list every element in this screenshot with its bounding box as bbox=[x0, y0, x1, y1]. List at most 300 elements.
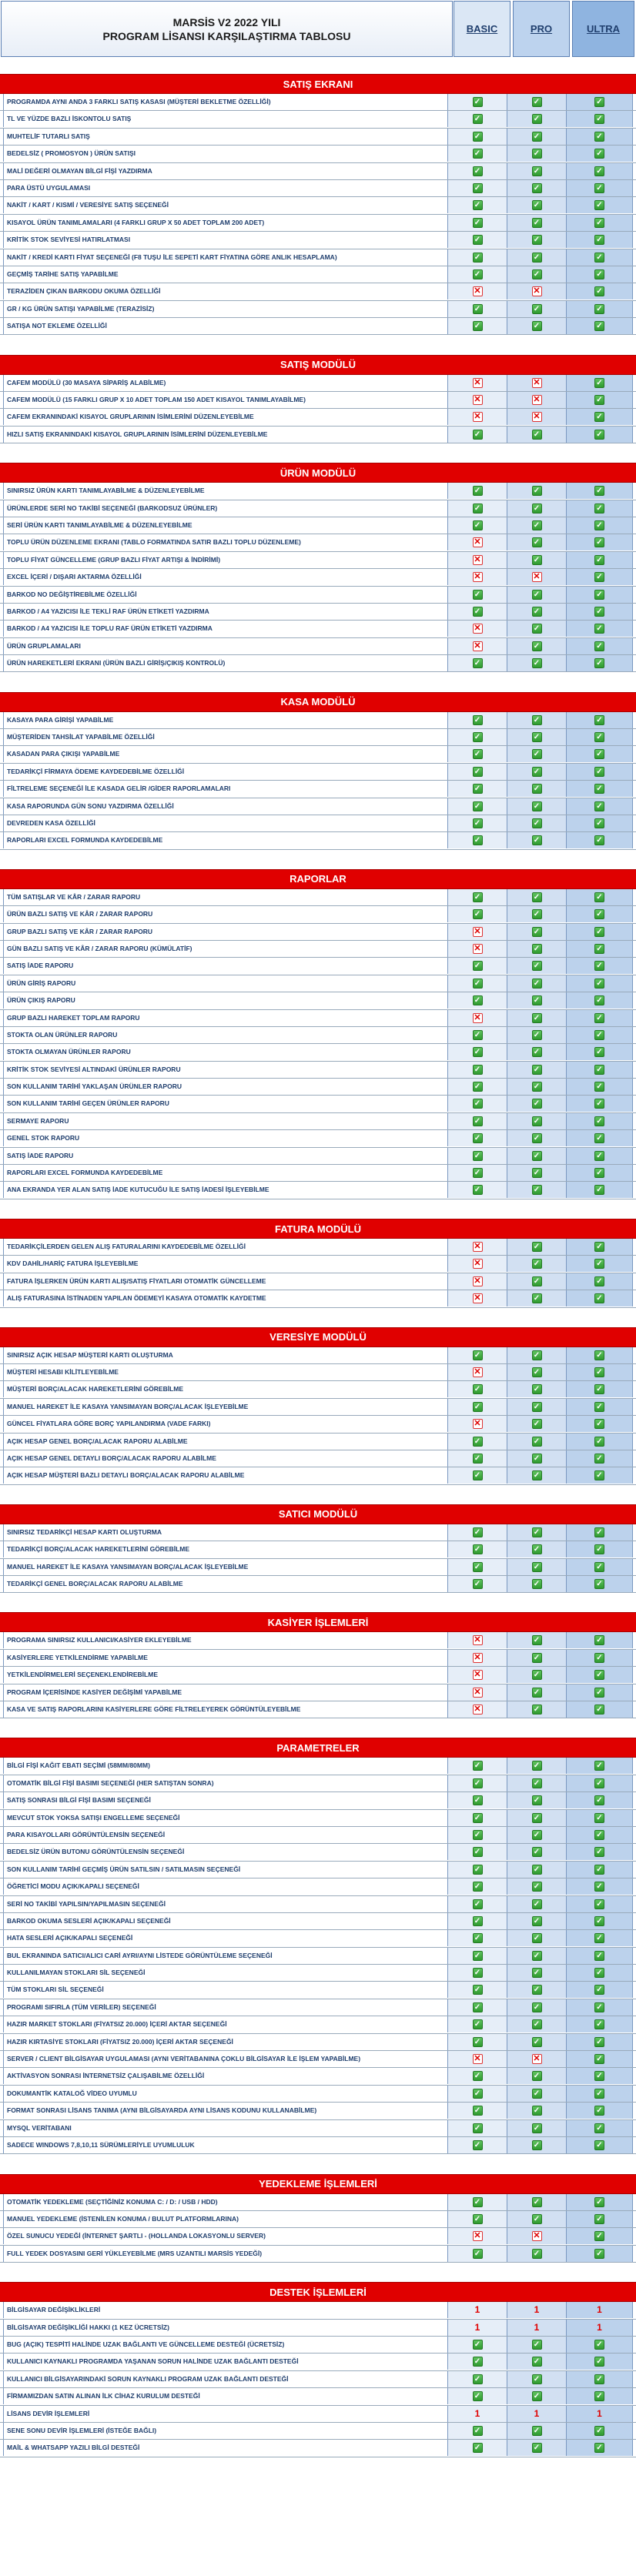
cell-pro bbox=[507, 483, 567, 499]
check-icon: ✓ bbox=[532, 767, 542, 777]
cell-basic bbox=[448, 392, 507, 408]
cell-basic bbox=[448, 638, 507, 654]
table-row bbox=[0, 2120, 636, 2137]
check-icon: ✓ bbox=[594, 995, 604, 1005]
cell-pro bbox=[507, 146, 567, 162]
cell-ultra bbox=[567, 1044, 633, 1060]
table-row bbox=[0, 1256, 636, 1273]
cross-icon: ✕ bbox=[474, 1704, 481, 1714]
feature-label: OTOMATİK YEDEKLEME (SEÇTİĞİNİZ KONUMA C: / D: / USB / HDD) bbox=[3, 2194, 448, 2210]
check-icon: ✓ bbox=[473, 1761, 483, 1771]
cell-ultra bbox=[567, 1399, 633, 1415]
check-icon: ✓ bbox=[532, 114, 542, 124]
table-row bbox=[0, 781, 636, 798]
check-icon: ✓ bbox=[594, 520, 604, 530]
cell-basic bbox=[448, 1896, 507, 1912]
check-icon: ✓ bbox=[532, 1419, 542, 1429]
cell-pro bbox=[507, 1044, 567, 1060]
check-icon: ✓ bbox=[532, 2123, 542, 2133]
check-icon: ✓ bbox=[594, 1579, 604, 1589]
cell-pro bbox=[507, 2423, 567, 2439]
section-title: VERESİYE MODÜLÜ bbox=[0, 1327, 636, 1347]
check-icon: ✓ bbox=[594, 1168, 604, 1178]
table-row bbox=[0, 2246, 636, 2263]
check-icon: ✓ bbox=[532, 1916, 542, 1926]
section-0 bbox=[0, 74, 636, 335]
table-row bbox=[0, 2406, 636, 2423]
cell-ultra bbox=[567, 301, 633, 317]
table-row bbox=[0, 712, 636, 729]
count-value: 1 bbox=[534, 2407, 540, 2419]
check-icon: ✓ bbox=[532, 1899, 542, 1909]
cell-basic bbox=[448, 1982, 507, 1998]
check-icon: ✓ bbox=[594, 395, 604, 405]
check-icon: ✓ bbox=[473, 2357, 483, 2367]
cell-pro bbox=[507, 197, 567, 213]
check-icon: ✓ bbox=[532, 1562, 542, 1572]
cell-pro bbox=[507, 1965, 567, 1981]
cell-ultra bbox=[567, 1650, 633, 1666]
check-icon: ✓ bbox=[532, 732, 542, 742]
count-value: 1 bbox=[474, 2321, 480, 2333]
feature-label: KULLANILMAYAN STOKLARI SİL SEÇENEĞİ bbox=[3, 1965, 448, 1981]
check-icon: ✓ bbox=[594, 624, 604, 634]
cross-icon: ✕ bbox=[474, 943, 481, 953]
check-icon: ✓ bbox=[473, 430, 483, 440]
cell-pro bbox=[507, 2103, 567, 2119]
cell-pro bbox=[507, 1878, 567, 1895]
check-icon: ✓ bbox=[594, 1293, 604, 1303]
cell-basic bbox=[448, 1827, 507, 1843]
feature-label: KASA RAPORUNDA GÜN SONU YAZDIRMA ÖZELLİĞİ bbox=[3, 798, 448, 815]
check-icon: ✓ bbox=[594, 2071, 604, 2081]
cell-pro bbox=[507, 1684, 567, 1701]
cell-pro bbox=[507, 1948, 567, 1964]
cell-basic bbox=[448, 1775, 507, 1791]
cell-pro bbox=[507, 2302, 567, 2318]
check-icon: ✓ bbox=[473, 1116, 483, 1126]
check-icon: ✓ bbox=[532, 132, 542, 142]
section-7 bbox=[0, 1504, 636, 1594]
cell-ultra bbox=[567, 1467, 633, 1484]
cell-ultra bbox=[567, 1559, 633, 1575]
cell-ultra bbox=[567, 1079, 633, 1095]
cell-pro bbox=[507, 1792, 567, 1808]
check-icon: ✓ bbox=[473, 1544, 483, 1554]
cell-basic bbox=[448, 1182, 507, 1198]
table-row bbox=[0, 2440, 636, 2457]
check-icon: ✓ bbox=[532, 1688, 542, 1698]
check-icon: ✓ bbox=[532, 1778, 542, 1788]
cell-basic bbox=[448, 1148, 507, 1164]
check-icon: ✓ bbox=[473, 1082, 483, 1092]
feature-label: KRİTİK STOK SEVİYESİ HATIRLATMASI bbox=[3, 232, 448, 248]
table-row bbox=[0, 1434, 636, 1450]
check-icon: ✓ bbox=[532, 520, 542, 530]
feature-label: SADECE WINDOWS 7,8,10,11 SÜRÜMLERİYLE UYUMLULUK bbox=[3, 2137, 448, 2153]
cell-ultra bbox=[567, 1844, 633, 1860]
check-icon: ✓ bbox=[594, 1367, 604, 1377]
check-icon: ✓ bbox=[532, 304, 542, 314]
check-icon: ✓ bbox=[532, 1047, 542, 1057]
cell-pro bbox=[507, 1982, 567, 1998]
table-row bbox=[0, 2068, 636, 2085]
cell-pro bbox=[507, 569, 567, 585]
check-icon: ✓ bbox=[473, 2249, 483, 2259]
cell-ultra bbox=[567, 2440, 633, 2456]
cell-basic bbox=[448, 1965, 507, 1981]
check-icon: ✓ bbox=[473, 1185, 483, 1195]
cell-basic bbox=[448, 1559, 507, 1575]
cell-pro bbox=[507, 1758, 567, 1774]
cross-icon: ✕ bbox=[474, 537, 481, 547]
feature-label: GENEL STOK RAPORU bbox=[3, 1130, 448, 1146]
cell-pro bbox=[507, 2320, 567, 2336]
cell-basic bbox=[448, 2103, 507, 2119]
cell-basic bbox=[448, 2051, 507, 2067]
cross-icon: ✕ bbox=[533, 572, 541, 582]
check-icon: ✓ bbox=[532, 1951, 542, 1961]
feature-label: RAPORLARI EXCEL FORMUNDA KAYDEDEBİLME bbox=[3, 1165, 448, 1181]
check-icon: ✓ bbox=[473, 1133, 483, 1143]
check-icon: ✓ bbox=[473, 767, 483, 777]
check-icon: ✓ bbox=[473, 2374, 483, 2384]
feature-label: ÜRÜNLERDE SERİ NO TAKİBİ SEÇENEĞİ (BARKODSUZ ÜRÜNLER) bbox=[3, 500, 448, 517]
cell-pro bbox=[507, 180, 567, 196]
feature-label: TEDARİKÇİ FİRMAYA ÖDEME KAYDEDEBİLME ÖZELLİĞİ bbox=[3, 764, 448, 780]
table-row bbox=[0, 1982, 636, 1999]
check-icon: ✓ bbox=[473, 97, 483, 107]
table-row bbox=[0, 1758, 636, 1775]
feature-label: TL VE YÜZDE BAZLI İSKONTOLU SATIŞ bbox=[3, 111, 448, 127]
check-icon: ✓ bbox=[594, 1116, 604, 1126]
feature-label: TOPLU FİYAT GÜNCELLEME (GRUP BAZLI FİYAT ARTIŞI & İNDİRİMİ) bbox=[3, 552, 448, 568]
check-icon: ✓ bbox=[473, 1350, 483, 1360]
section-title: YEDEKLEME İŞLEMLERİ bbox=[0, 2174, 636, 2194]
cell-ultra bbox=[567, 1290, 633, 1306]
table-row bbox=[0, 1576, 636, 1593]
cell-basic bbox=[448, 301, 507, 317]
check-icon: ✓ bbox=[532, 2249, 542, 2259]
cell-basic bbox=[448, 781, 507, 797]
cross-icon: ✕ bbox=[533, 394, 541, 404]
feature-label: AÇIK HESAP MÜŞTERİ BAZLI DETAYLI BORÇ/ALACAK RAPORU ALABİLME bbox=[3, 1467, 448, 1484]
cell-basic bbox=[448, 111, 507, 127]
cell-ultra bbox=[567, 1878, 633, 1895]
cell-basic bbox=[448, 483, 507, 499]
cell-pro bbox=[507, 1810, 567, 1826]
feature-label: MALİ DEĞERİ OLMAYAN BİLGİ FİŞİ YAZDIRMA bbox=[3, 163, 448, 179]
cell-ultra bbox=[567, 1434, 633, 1450]
cell-ultra bbox=[567, 1148, 633, 1164]
cell-basic bbox=[448, 1381, 507, 1397]
check-icon: ✓ bbox=[594, 286, 604, 296]
cell-pro bbox=[507, 392, 567, 408]
cell-basic bbox=[448, 2406, 507, 2422]
cell-pro bbox=[507, 604, 567, 620]
cell-ultra bbox=[567, 1113, 633, 1129]
cell-ultra bbox=[567, 375, 633, 391]
cell-ultra bbox=[567, 2423, 633, 2439]
check-icon: ✓ bbox=[594, 2037, 604, 2047]
check-icon: ✓ bbox=[473, 486, 483, 496]
check-icon: ✓ bbox=[532, 1454, 542, 1464]
check-icon: ✓ bbox=[594, 1670, 604, 1680]
check-icon: ✓ bbox=[594, 1350, 604, 1360]
cross-icon: ✕ bbox=[474, 1242, 481, 1251]
check-icon: ✓ bbox=[473, 1865, 483, 1875]
cross-icon: ✕ bbox=[474, 286, 481, 296]
table-row bbox=[0, 2371, 636, 2388]
cell-ultra bbox=[567, 517, 633, 534]
check-icon: ✓ bbox=[532, 253, 542, 263]
check-icon: ✓ bbox=[473, 2037, 483, 2047]
check-icon: ✓ bbox=[594, 1047, 604, 1057]
cell-ultra bbox=[567, 1165, 633, 1181]
table-row bbox=[0, 1844, 636, 1861]
check-icon: ✓ bbox=[473, 1882, 483, 1892]
check-icon: ✓ bbox=[473, 2089, 483, 2099]
check-icon: ✓ bbox=[594, 537, 604, 547]
cell-pro bbox=[507, 111, 567, 127]
table-row bbox=[0, 764, 636, 781]
feature-label: KASA VE SATIŞ RAPORLARINI KASİYERLERE GÖRE FİLTRELEYEREK GÖRÜNTÜLEYEBİLME bbox=[3, 1701, 448, 1718]
check-icon: ✓ bbox=[473, 1830, 483, 1840]
check-icon: ✓ bbox=[594, 572, 604, 582]
check-icon: ✓ bbox=[594, 909, 604, 919]
check-icon: ✓ bbox=[594, 1437, 604, 1447]
feature-label: TÜM STOKLARI SİL SEÇENEĞİ bbox=[3, 1982, 448, 1998]
cell-pro bbox=[507, 764, 567, 780]
table-row bbox=[0, 975, 636, 992]
table-row bbox=[0, 1701, 636, 1718]
check-icon: ✓ bbox=[594, 2249, 604, 2259]
table-row bbox=[0, 2211, 636, 2228]
table-row bbox=[0, 1948, 636, 1965]
table-row bbox=[0, 1524, 636, 1541]
section-10 bbox=[0, 2174, 636, 2263]
cell-ultra bbox=[567, 1130, 633, 1146]
cell-pro bbox=[507, 129, 567, 145]
cell-ultra bbox=[567, 1913, 633, 1929]
check-icon: ✓ bbox=[532, 1065, 542, 1075]
check-icon: ✓ bbox=[473, 2391, 483, 2401]
check-icon: ✓ bbox=[594, 1384, 604, 1394]
feature-label: ÜRÜN HAREKETLERİ EKRANI (ÜRÜN BAZLI GİRİŞ/ÇIKIŞ KONTROLÜ) bbox=[3, 655, 448, 671]
feature-label: NAKİT / KREDİ KARTI FİYAT SEÇENEĞİ (F8 TUŞU İLE SEPETİ KART FİYATINA GÖRE ANLIK HESAPLAMA) bbox=[3, 249, 448, 266]
table-row bbox=[0, 266, 636, 283]
section-title: KASA MODÜLÜ bbox=[0, 692, 636, 712]
check-icon: ✓ bbox=[532, 979, 542, 989]
cell-ultra bbox=[567, 2388, 633, 2404]
cell-basic bbox=[448, 1062, 507, 1078]
check-icon: ✓ bbox=[594, 732, 604, 742]
feature-label: TEDARİKÇİ GENEL BORÇ/ALACAK RAPORU ALABİLME bbox=[3, 1576, 448, 1592]
check-icon: ✓ bbox=[473, 818, 483, 828]
check-icon: ✓ bbox=[594, 1454, 604, 1464]
table-row bbox=[0, 2194, 636, 2211]
check-icon: ✓ bbox=[532, 97, 542, 107]
table-row bbox=[0, 906, 636, 923]
cell-basic bbox=[448, 798, 507, 815]
check-icon: ✓ bbox=[532, 2443, 542, 2453]
check-icon: ✓ bbox=[532, 1082, 542, 1092]
feature-label: MEVCUT STOK YOKSA SATIŞI ENGELLEME SEÇENEĞİ bbox=[3, 1810, 448, 1826]
check-icon: ✓ bbox=[532, 555, 542, 565]
check-icon: ✓ bbox=[532, 149, 542, 159]
table-row bbox=[0, 197, 636, 214]
cell-ultra bbox=[567, 2337, 633, 2353]
cell-basic bbox=[448, 832, 507, 848]
feature-label: TEDARİKÇİLERDEN GELEN ALIŞ FATURALARINI KAYDEDEBİLME ÖZELLİĞİ bbox=[3, 1239, 448, 1255]
section-title: KASİYER İŞLEMLERİ bbox=[0, 1612, 636, 1632]
cell-ultra bbox=[567, 427, 633, 443]
table-row bbox=[0, 232, 636, 249]
cell-basic bbox=[448, 1347, 507, 1363]
check-icon: ✓ bbox=[594, 2443, 604, 2453]
feature-label: BİLGİSAYAR DEĞİŞİKLİĞİ HAKKI (1 KEZ ÜCRETSİZ) bbox=[3, 2320, 448, 2336]
cell-ultra bbox=[567, 1999, 633, 2016]
cell-basic bbox=[448, 1027, 507, 1043]
feature-label: KDV DAHİL/HARİÇ FATURA İŞLEYEBİLME bbox=[3, 1256, 448, 1272]
check-icon: ✓ bbox=[532, 818, 542, 828]
cell-basic bbox=[448, 249, 507, 266]
cell-ultra bbox=[567, 2120, 633, 2136]
cell-basic bbox=[448, 146, 507, 162]
check-icon: ✓ bbox=[594, 412, 604, 422]
cell-ultra bbox=[567, 1096, 633, 1112]
check-icon: ✓ bbox=[594, 200, 604, 210]
check-icon: ✓ bbox=[594, 149, 604, 159]
cell-basic bbox=[448, 318, 507, 334]
feature-label: SON KULLANIM TARİHİ YAKLAŞAN ÜRÜNLER RAPORU bbox=[3, 1079, 448, 1095]
check-icon: ✓ bbox=[473, 909, 483, 919]
cell-basic bbox=[448, 266, 507, 283]
cell-ultra bbox=[567, 638, 633, 654]
feature-label: DEVREDEN KASA ÖZELLİĞİ bbox=[3, 815, 448, 831]
check-icon: ✓ bbox=[594, 2106, 604, 2116]
check-icon: ✓ bbox=[532, 1259, 542, 1269]
check-icon: ✓ bbox=[594, 1013, 604, 1023]
cell-pro bbox=[507, 992, 567, 1009]
feature-label: TEDARİKÇİ BORÇ/ALACAK HAREKETLERİNİ GÖREBİLME bbox=[3, 1541, 448, 1557]
cell-basic bbox=[448, 1576, 507, 1592]
check-icon: ✓ bbox=[594, 818, 604, 828]
cell-ultra bbox=[567, 500, 633, 517]
cell-ultra bbox=[567, 1541, 633, 1557]
table-row bbox=[0, 1044, 636, 1061]
cell-basic bbox=[448, 2034, 507, 2050]
check-icon: ✓ bbox=[594, 1562, 604, 1572]
cell-ultra bbox=[567, 129, 633, 145]
feature-label: GRUP BAZLI SATIŞ VE KÂR / ZARAR RAPORU bbox=[3, 924, 448, 940]
cross-icon: ✕ bbox=[474, 641, 481, 651]
table-row bbox=[0, 1062, 636, 1079]
table-row bbox=[0, 1775, 636, 1792]
cell-pro bbox=[507, 1896, 567, 1912]
cell-ultra bbox=[567, 1632, 633, 1648]
check-icon: ✓ bbox=[532, 1470, 542, 1480]
table-row bbox=[0, 1930, 636, 1947]
table-row bbox=[0, 1450, 636, 1467]
table-row bbox=[0, 1810, 636, 1827]
check-icon: ✓ bbox=[594, 1402, 604, 1412]
cell-ultra bbox=[567, 941, 633, 957]
table-row bbox=[0, 1381, 636, 1398]
table-row bbox=[0, 604, 636, 621]
check-icon: ✓ bbox=[532, 1367, 542, 1377]
feature-label: PARA KISAYOLLARI GÖRÜNTÜLENSİN SEÇENEĞİ bbox=[3, 1827, 448, 1843]
section-11 bbox=[0, 2282, 636, 2457]
cell-pro bbox=[507, 729, 567, 745]
cell-ultra bbox=[567, 283, 633, 299]
feature-label: BARKOD / A4 YAZICISI İLE TEKLİ RAF ÜRÜN ETİKETİ YAZDIRMA bbox=[3, 604, 448, 620]
cell-basic bbox=[448, 746, 507, 762]
cross-icon: ✕ bbox=[474, 624, 481, 634]
cell-basic bbox=[448, 1862, 507, 1878]
cell-pro bbox=[507, 1467, 567, 1484]
title-line-1: MARSİS V2 2022 YILI bbox=[172, 15, 281, 28]
check-icon: ✓ bbox=[473, 269, 483, 279]
cell-basic bbox=[448, 924, 507, 940]
table-row bbox=[0, 1467, 636, 1484]
table-row bbox=[0, 1684, 636, 1701]
check-icon: ✓ bbox=[532, 1635, 542, 1645]
cell-basic bbox=[448, 1256, 507, 1272]
feature-label: KRİTİK STOK SEVİYESİ ALTINDAKİ ÜRÜNLER RAPORU bbox=[3, 1062, 448, 1078]
feature-label: FULL YEDEK DOSYASINI GERİ YÜKLEYEBİLME (MRS UZANTILI MARSİS YEDEĞİ) bbox=[3, 2246, 448, 2262]
cell-basic bbox=[448, 604, 507, 620]
cell-ultra bbox=[567, 2137, 633, 2153]
check-icon: ✓ bbox=[532, 1242, 542, 1252]
count-value: 1 bbox=[597, 2407, 602, 2419]
feature-label: CAFEM MODÜLÜ (30 MASAYA SİPARİŞ ALABİLME) bbox=[3, 375, 448, 391]
check-icon: ✓ bbox=[594, 2019, 604, 2029]
cell-ultra bbox=[567, 215, 633, 231]
check-icon: ✓ bbox=[473, 715, 483, 725]
feature-label: STOKTA OLAN ÜRÜNLER RAPORU bbox=[3, 1027, 448, 1043]
feature-label: PROGRAMDA AYNI ANDA 3 FARKLI SATIŞ KASASI (MÜŞTERİ BEKLETME ÖZELLİĞİ) bbox=[3, 94, 448, 110]
feature-label: FATURA İŞLERKEN ÜRÜN KARTI ALIŞ/SATIŞ FİYATLARI OTOMATİK GÜNCELLEME bbox=[3, 1273, 448, 1290]
section-title: SATIŞ EKRANI bbox=[0, 74, 636, 94]
feature-label: GEÇMİŞ TARİHE SATIŞ YAPABİLME bbox=[3, 266, 448, 283]
cell-basic bbox=[448, 2211, 507, 2227]
feature-label: SINIRSIZ ÜRÜN KARTI TANIMLAYABİLME & DÜZENLEYEBİLME bbox=[3, 483, 448, 499]
table-row bbox=[0, 180, 636, 197]
feature-label: MÜŞTERİ HESABI KİLİTLEYEBİLME bbox=[3, 1364, 448, 1380]
section-2 bbox=[0, 463, 636, 672]
check-icon: ✓ bbox=[473, 979, 483, 989]
feature-label: MÜŞTERİDEN TAHSİLAT YAPABİLME ÖZELLİĞİ bbox=[3, 729, 448, 745]
table-row bbox=[0, 1667, 636, 1684]
table-row bbox=[0, 249, 636, 266]
check-icon: ✓ bbox=[594, 132, 604, 142]
check-icon: ✓ bbox=[473, 590, 483, 600]
cell-pro bbox=[507, 1130, 567, 1146]
cell-pro bbox=[507, 712, 567, 728]
table-row bbox=[0, 1416, 636, 1433]
cell-basic bbox=[448, 2137, 507, 2153]
cell-pro bbox=[507, 266, 567, 283]
cell-pro bbox=[507, 2194, 567, 2210]
cell-ultra bbox=[567, 1862, 633, 1878]
cell-pro bbox=[507, 2137, 567, 2153]
cell-ultra bbox=[567, 2320, 633, 2336]
cell-basic bbox=[448, 1113, 507, 1129]
check-icon: ✓ bbox=[473, 1985, 483, 1995]
feature-label: ALIŞ FATURASINA İSTİNADEN YAPILAN ÖDEMEYİ KASAYA OTOMATİK KAYDETME bbox=[3, 1290, 448, 1306]
cell-ultra bbox=[567, 2194, 633, 2210]
